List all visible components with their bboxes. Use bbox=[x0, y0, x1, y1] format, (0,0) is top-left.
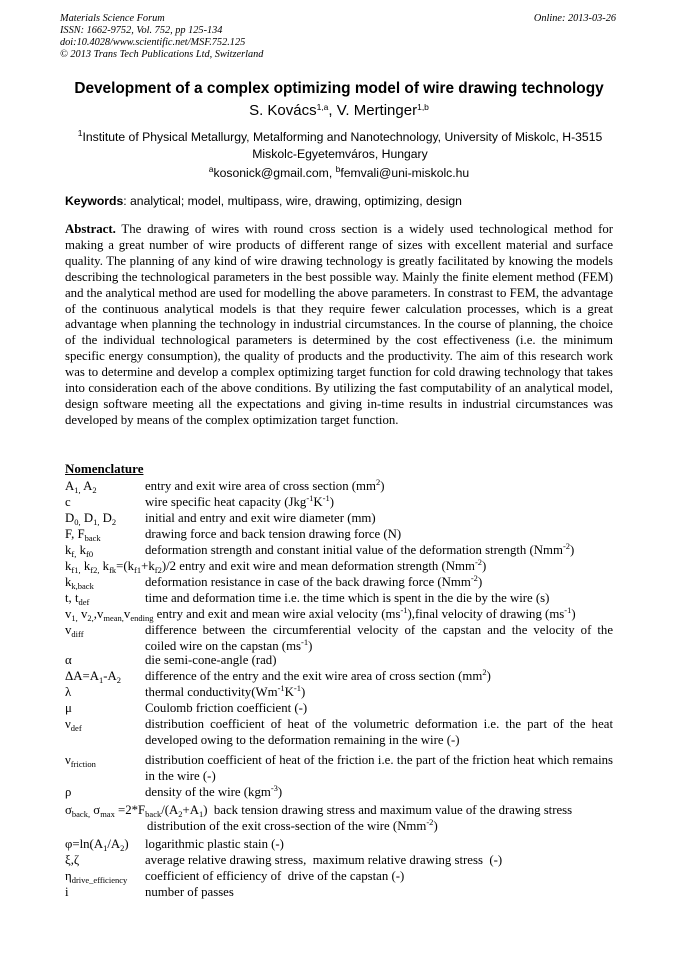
nomenclature-title: Nomenclature bbox=[65, 461, 144, 476]
nomenclature-symbol: $k_{k,back}$ bbox=[65, 575, 94, 591]
author-1-sup: 1,a bbox=[316, 102, 329, 112]
affiliation bbox=[70, 129, 610, 163]
nomenclature-symbol: F, $F_{back}$ bbox=[65, 527, 101, 543]
nomenclature-symbol: $v_{diff}$ bbox=[65, 623, 84, 639]
nomenclature-description: entry and exit wire area of cross section $(mm^2)$ bbox=[145, 477, 385, 493]
online-date: Online: 2013-03-26 bbox=[533, 13, 616, 24]
doi-line[interactable]: doi:10.4028/www.scientific.net/MSF.752.125 bbox=[60, 37, 246, 48]
nomenclature-symbol: $\varphi=\ln(A_1/A_2)$ bbox=[65, 837, 129, 853]
nomenclature-symbol: ρ bbox=[65, 785, 72, 799]
nomenclature-description: difference between the circumferential velocity of the capstan and the velocity of the coiled wire on the capstan $(ms^{-1})$ bbox=[145, 623, 613, 653]
issn-line: ISSN: 1662-9752, Vol. 752, pp 125-134 bbox=[60, 25, 223, 36]
author-2-sup: 1,b bbox=[417, 102, 429, 112]
nomenclature-description: deformation resistance in case of the back drawing force (Nmm$^{-2}$) bbox=[145, 573, 483, 589]
nomenclature-symbol: i bbox=[65, 885, 69, 899]
nomenclature-symbol: λ bbox=[65, 685, 72, 699]
authors: S. Kovács$^{1,a}$, V. Mertinger$^{1,b}$ bbox=[249, 102, 429, 119]
emails: $^a$kosonick@gmail.com, $^b$femvali@uni-miskolc.hu bbox=[208, 164, 470, 180]
nomenclature-description: drawing force and back tension drawing force (N) bbox=[145, 527, 402, 541]
nomenclature-symbol: c bbox=[65, 495, 71, 509]
nomenclature-symbol: $D_{0,}$ $D_{1,}$ $D_2$ bbox=[65, 511, 117, 527]
abstract bbox=[65, 222, 613, 429]
author-1: S. Kovács bbox=[249, 102, 317, 119]
nomenclature-symbol: ξ,ζ bbox=[65, 853, 80, 867]
email-a-sup: a bbox=[208, 164, 214, 174]
keywords-label: Keywords bbox=[65, 194, 124, 208]
affiliation-text: Institute of Physical Metallurgy, Metalforming and Nanotechnology, University of Miskolc, H-3515 Miskolc-Egyetemváros, Hungary bbox=[82, 130, 603, 161]
nomenclature-description: time and deformation time i.e. the time which is spent in the die by the wire (s) bbox=[145, 591, 550, 605]
abstract-text: The drawing of wires with round cross section is a widely used technological method for making a great number of wire products of different range of sizes with excellent material and surface quality. The planning of any kind of wire drawing technology is greatly facilitated by knowing the models describing the technological parameters in the best possible way. Mainly the finite element method (FEM) and the analytical method are used for modelling the above parameters. In constrast to FEM, the advantage of the continuous analytical models is that they require fewer calculation processes, which is a great advantage when planning the technology in industrial circumstances. In the course of planning, the choice of the individual technological parameters is determined by the cost effectiveness (i.e. the minimum specific energy consumption), the quality of products and the productivity. The aim of this research work was to determine and develop a complex optimizing target function for cold drawing technology that takes into consideration each of the above conditions. By utilizing the fast computability of an analytical model, design software meeting all the expectations and giving in-time results in industrial circumstances was developed by means of the complex optimization target function. bbox=[65, 222, 613, 427]
nomenclature-line: $k_{f1,}$ $k_{f2,}$ $k_{fk}=(k_{f1}+k_{f2})/2$ entry and exit wire and mean deformation strength (Nmm$^{-2}$) bbox=[65, 557, 487, 575]
author-2: V. Mertinger bbox=[336, 102, 418, 119]
nomenclature-symbol: μ bbox=[65, 701, 72, 715]
nomenclature-description: coefficient of efficiency of drive of the capstan (-) bbox=[145, 869, 405, 883]
nomenclature-description: number of passes bbox=[145, 885, 234, 899]
nomenclature-description: wire specific heat capacity $(Jkg^{-1}K^{-1})$ bbox=[145, 493, 335, 509]
nomenclature-description: difference of the entry and the exit wire area of cross section $(mm^2)$ bbox=[145, 667, 491, 683]
nomenclature-symbol: $\nu_{friction}$ bbox=[65, 753, 96, 769]
nomenclature-symbol: t, $t_{def}$ bbox=[65, 591, 90, 607]
nomenclature-symbol: $k_{f,}$ $k_{f0}$ bbox=[65, 543, 94, 559]
paper-title: Development of a complex optimizing model of wire drawing technology bbox=[74, 80, 604, 97]
affiliation-sup: 1 bbox=[77, 128, 83, 138]
nomenclature-symbol: $\eta_{drive\_efficiency}$ bbox=[65, 869, 128, 885]
nomenclature-description: thermal $conductivity(Wm^{-1}K^{-1})$ bbox=[145, 683, 306, 699]
nomenclature-description: die semi-cone-angle (rad) bbox=[145, 653, 277, 667]
keywords-text: : analytical; model, multipass, wire, drawing, optimizing, design bbox=[123, 194, 462, 208]
abstract-label: Abstract. bbox=[65, 222, 116, 236]
nomenclature-description: Coulomb friction coefficient (-) bbox=[145, 701, 308, 715]
nomenclature-line: $\sigma_{back,}$ $\sigma_{max} =2*F_{back}/(A_2+A_1)$ back tension drawing stress and maximum value of the drawing stress distribution of the exit cross-section of the wire (Nmm$^{-2}$) bbox=[65, 803, 573, 833]
nomenclature-description: distribution coefficient of heat of the volumetric deformation i.e. the part of the heat developed owing to the deformation remaining in the wire (-) bbox=[145, 717, 613, 747]
nomenclature-line: $v_{1,}$ $v_{2,},v_{mean,}v_{ending}$ entry and exit and mean wire axial velocity $(ms^{-1}),final$ velocity of drawing $(ms^{-1})$ bbox=[65, 605, 576, 623]
nomenclature-symbol: $\Delta A=A_1-A_2$ bbox=[65, 669, 121, 685]
nomenclature-description: initial and entry and exit wire diameter (mm) bbox=[145, 511, 376, 525]
nomenclature-description: average relative drawing stress, maximum relative drawing stress (-) bbox=[145, 853, 503, 867]
nomenclature-symbol: $\nu_{def}$ bbox=[65, 717, 82, 733]
nomenclature-symbol: $A_{1,}$ $A_2$ bbox=[65, 479, 97, 495]
journal-name: Materials Science Forum bbox=[60, 13, 165, 24]
copyright-line: © 2013 Trans Tech Publications Ltd, Switzerland bbox=[60, 49, 264, 60]
email-b-sup: b bbox=[335, 164, 341, 174]
email-b[interactable]: femvali@uni-miskolc.hu bbox=[340, 166, 470, 180]
nomenclature-description: density of the wire (kgm$^{-3}$) bbox=[145, 783, 283, 799]
nomenclature-description: logarithmic plastic stain (-) bbox=[145, 837, 284, 851]
publication-info bbox=[60, 13, 616, 61]
page-header bbox=[60, 13, 616, 61]
email-a[interactable]: kosonick@gmail.com bbox=[213, 166, 329, 180]
nomenclature-symbol: α bbox=[65, 653, 72, 667]
keywords bbox=[65, 194, 620, 208]
nomenclature-description: distribution coefficient of heat of the friction i.e. the part of the friction heat which remains in the wire (-) bbox=[145, 753, 613, 783]
nomenclature-description: deformation strength and constant initial value of the deformation strength (Nmm$^{-2}$) bbox=[145, 541, 575, 557]
